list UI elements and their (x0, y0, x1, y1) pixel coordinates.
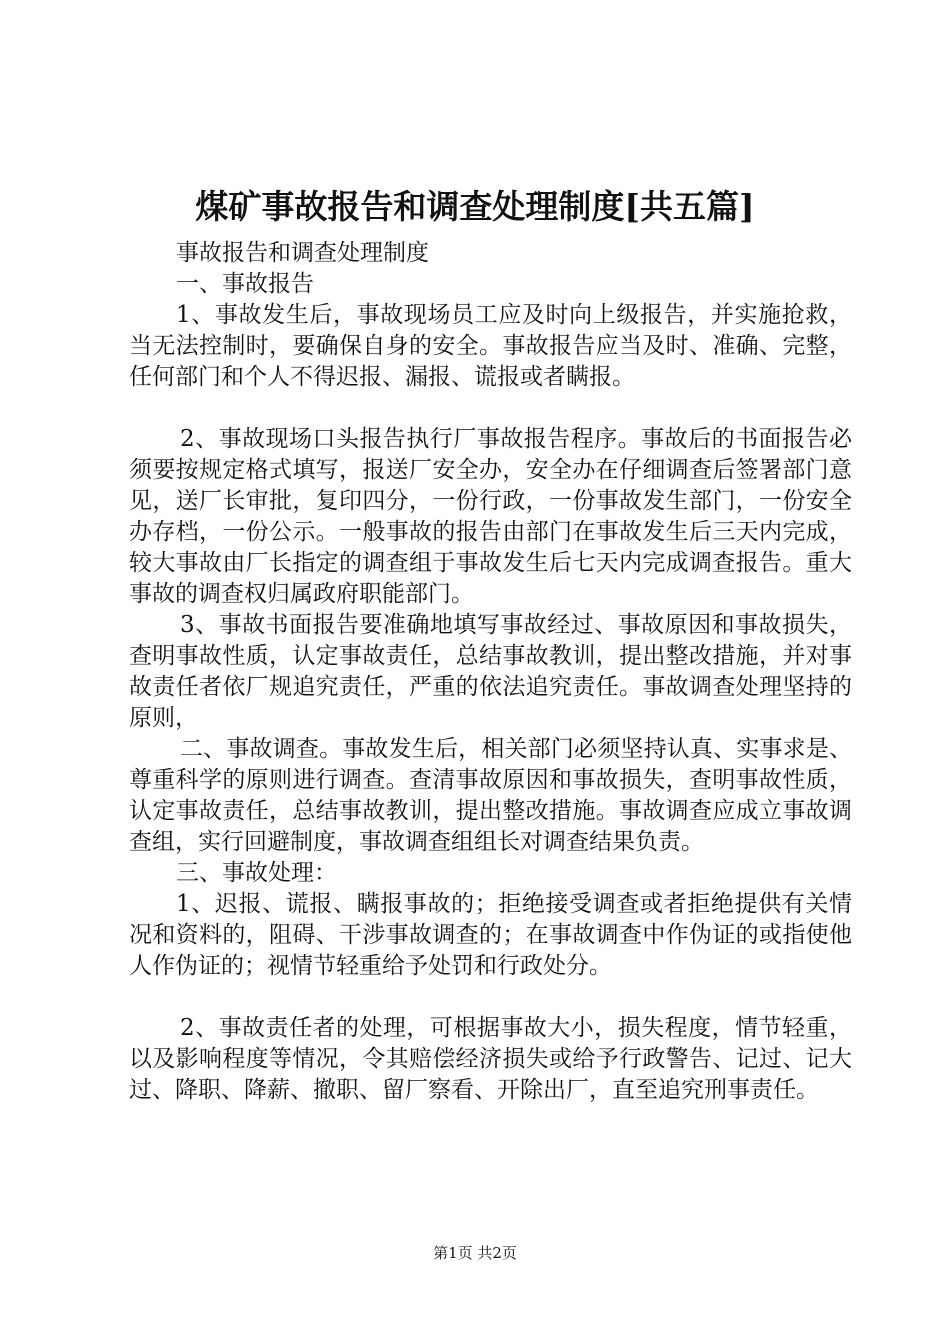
section-heading-3: 三、事故处理： (176, 860, 337, 886)
page-footer: 第1页 共2页 (433, 1244, 517, 1262)
paragraph-3-1: 1、迟报、谎报、瞒报事故的；拒绝接受调查或者拒绝提供有关情况和资料的，阻碍、干涉事故调查的；在事故调查中作伪证的或指使他人作伪证的；视情节轻重给予处罚和行政处分。 (129, 891, 852, 979)
document-title: 煤矿事故报告和调查处理制度[共五篇] (195, 187, 755, 226)
paragraph-gap (129, 393, 852, 424)
document-body (129, 238, 852, 1106)
section-heading-1: 一、事故报告 (176, 271, 314, 297)
paragraph-3-2: 2、事故责任者的处理，可根据事故大小，损失程度，情节轻重，以及影响程度等情况，令其赔偿经济损失或给予行政警告、记过、记大过、降职、降薪、撤职、留厂察看、开除出厂，直至追究刑事责任。 (129, 1015, 852, 1103)
paragraph-gap (129, 982, 852, 1013)
paragraph-2: 二、事故调查。事故发生后，相关部门必须坚持认真、实事求是、尊重科学的原则进行调查。查清事故原因和事故损失，查明事故性质，认定事故责任，总结事故教训，提出整改措施。事故调查应成立事故调查组，实行回避制度，事故调查组组长对调查结果负责。 (129, 736, 852, 855)
paragraph-1-2: 2、事故现场口头报告执行厂事故报告程序。事故后的书面报告必须要按规定格式填写，报送厂安全办，安全办在仔细调查后签署部门意见，送厂长审批，复印四分，一份行政，一份事故发生部门，一份安全办存档，一份公示。一般事故的报告由部门在事故发生后三天内完成，较大事故由厂长指定的调查组于事故发生后七天内完成调查报告。重大事故的调查权归属政府职能部门。 (129, 426, 852, 607)
document-subtitle: 事故报告和调查处理制度 (176, 240, 429, 266)
paragraph-1-1: 1、事故发生后，事故现场员工应及时向上级报告，并实施抢救，当无法控制时，要确保自身的安全。事故报告应当及时、准确、完整，任何部门和个人不得迟报、漏报、谎报或者瞒报。 (129, 302, 852, 390)
paragraph-1-3: 3、事故书面报告要准确地填写事故经过、事故原因和事故损失，查明事故性质，认定事故责任，总结事故教训，提出整改措施，并对事故责任者依厂规追究责任，严重的依法追究责任。事故调查处理坚持的原则， (129, 612, 852, 731)
